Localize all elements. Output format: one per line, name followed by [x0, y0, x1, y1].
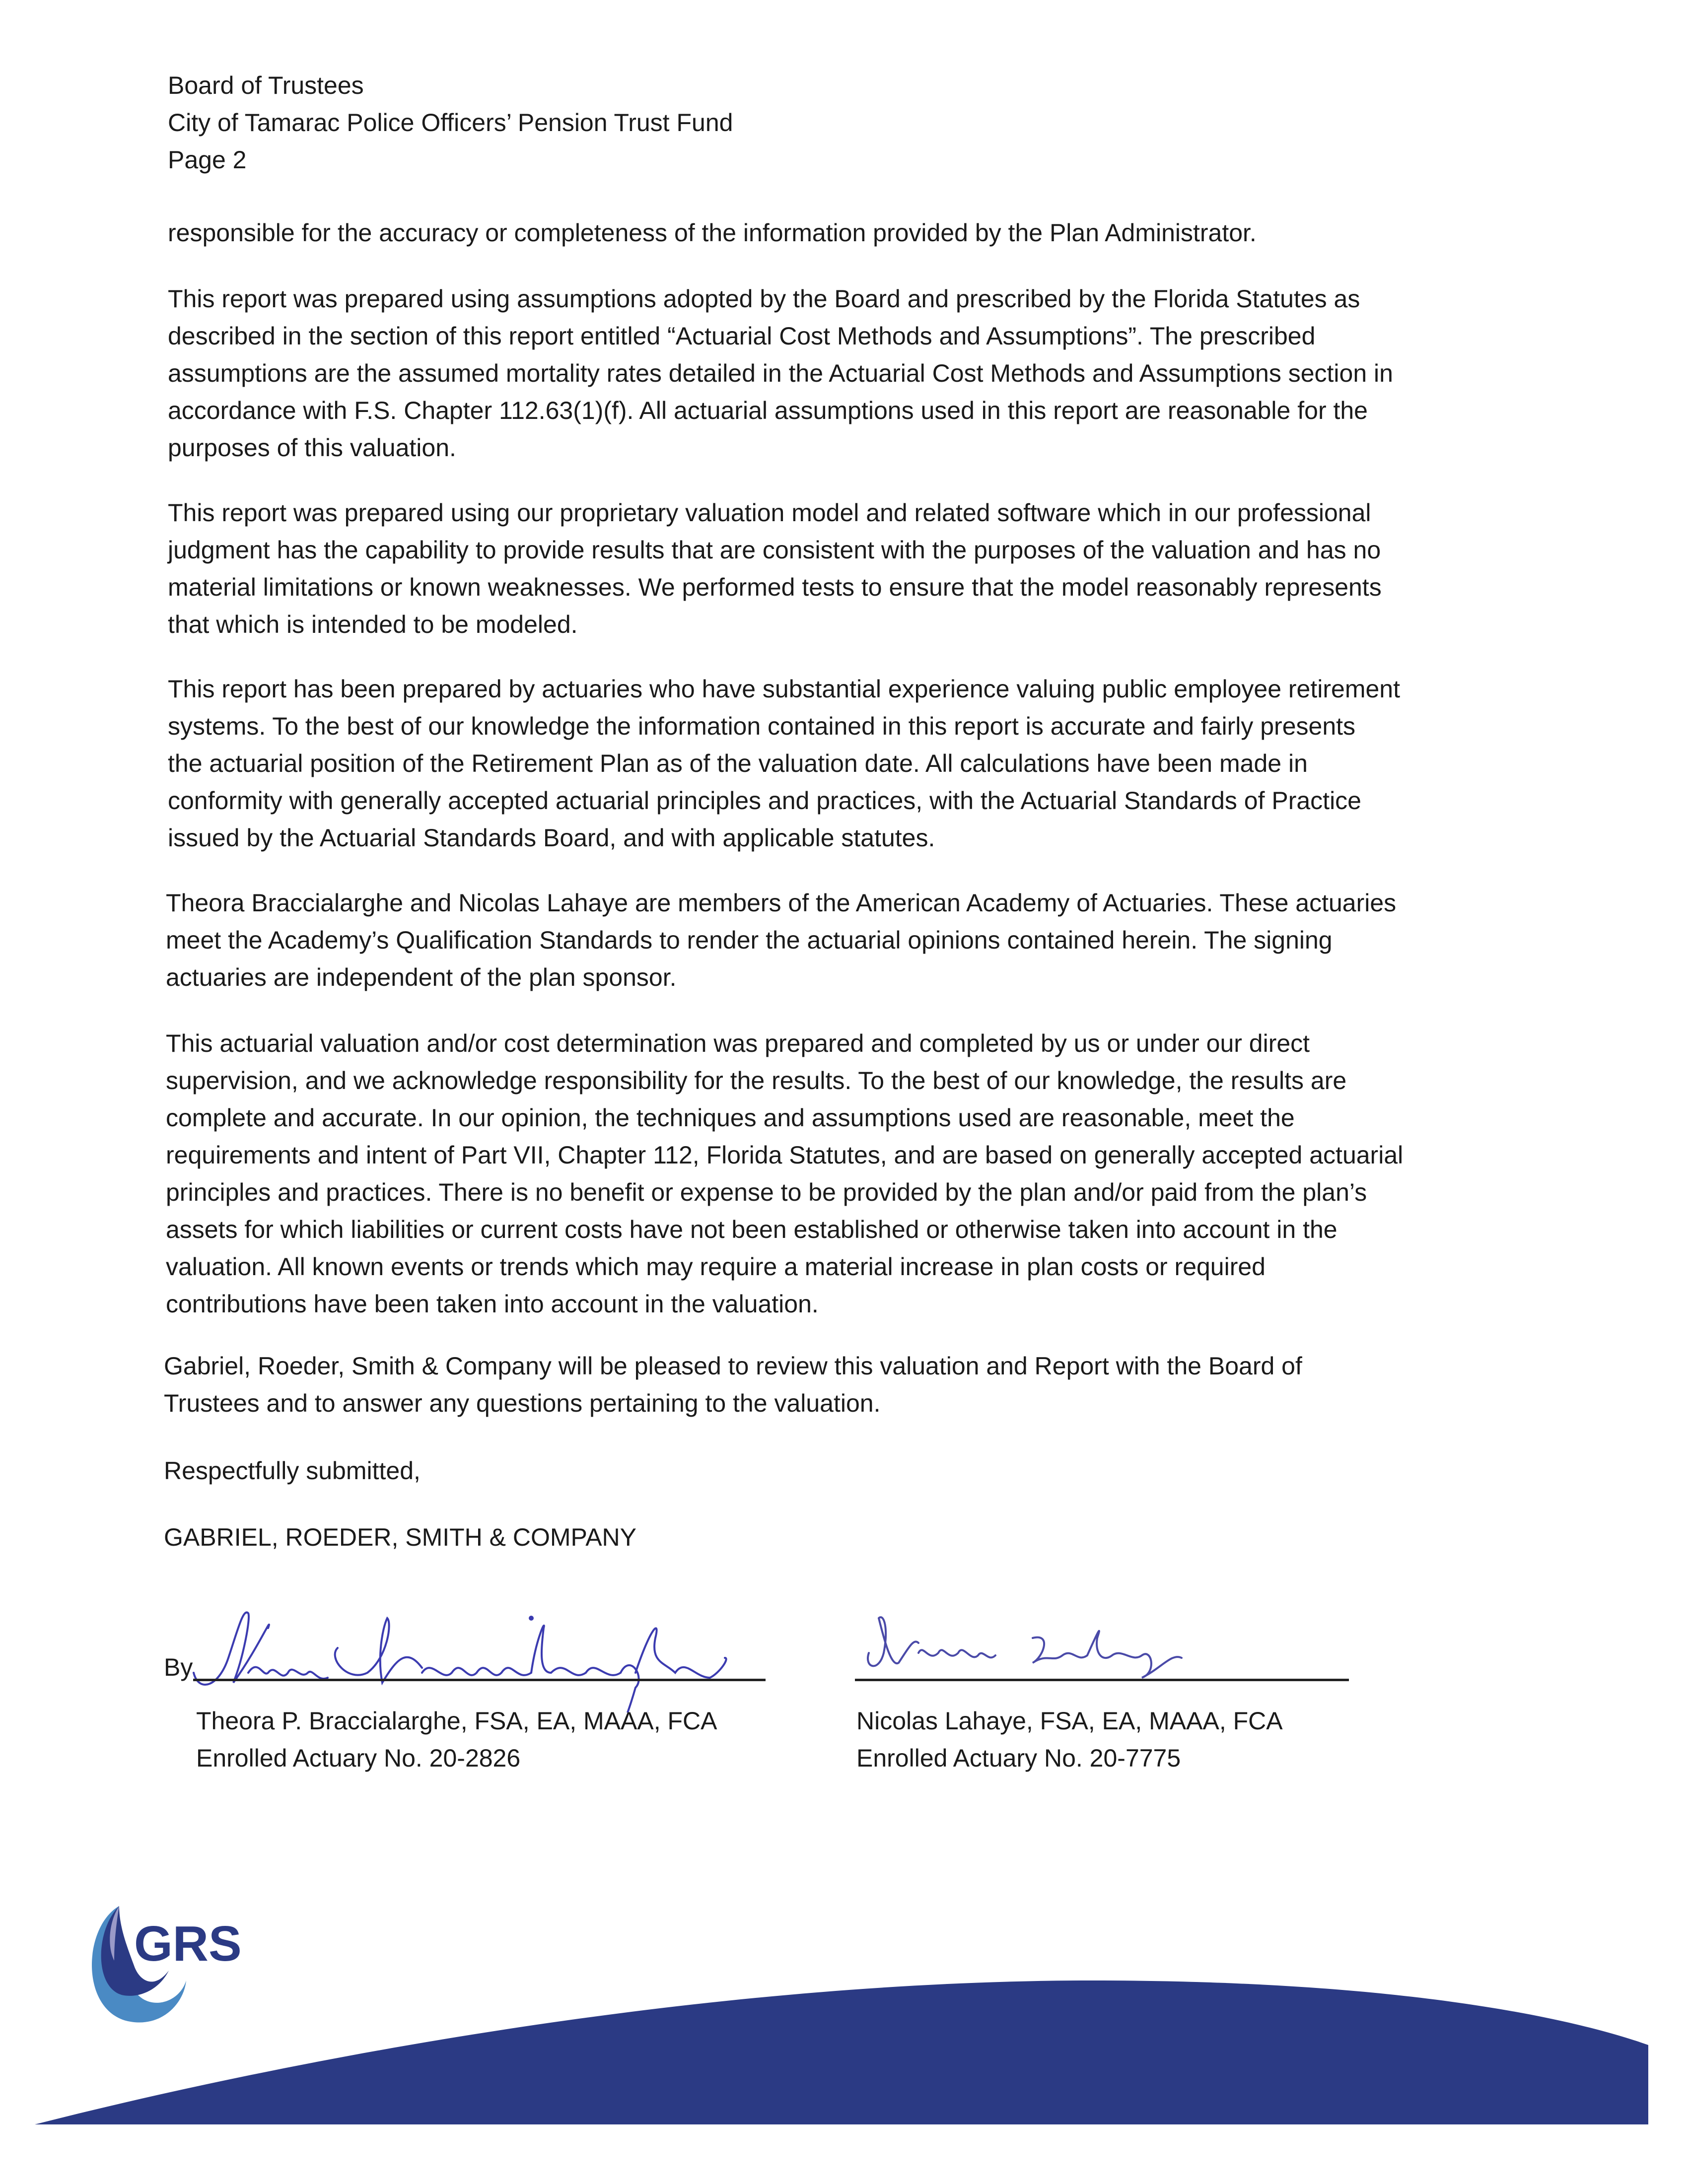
paragraph-assumptions	[168, 280, 1393, 467]
recipient-organization: City of Tamarac Police Officers’ Pension Trust Fund	[168, 109, 733, 136]
signature-nicolas-lahaye	[864, 1608, 1261, 1683]
paragraph-line: conformity with generally accepted actuarial principles and practices, with the Actuarial Standards of Practice	[168, 787, 1361, 815]
paragraph-certification	[166, 1025, 1403, 1323]
paragraph-line: material limitations or known weaknesses. We performed tests to ensure that the model reasonably represents	[168, 573, 1382, 601]
paragraph-line: This report was prepared using assumptions adopted by the Board and prescribed by the Florida Statutes as	[168, 285, 1360, 313]
signer-enrollment-number: Enrolled Actuary No. 20-7775	[856, 1744, 1181, 1772]
paragraph-valuation-model	[168, 494, 1382, 643]
recipient-line: Board of Trustees	[168, 71, 364, 99]
paragraph-line: principles and practices. There is no benefit or expense to be provided by the plan and/or paid from the plan’s	[166, 1178, 1367, 1206]
paragraph-line: supervision, and we acknowledge responsibility for the results. To the best of our knowledge, the results are	[166, 1067, 1347, 1094]
paragraph-actuary-experience	[168, 671, 1400, 857]
closing-salutation: Respectfully submitted,	[164, 1457, 421, 1485]
paragraph-review-offer	[164, 1348, 1302, 1422]
paragraph-line: valuation. All known events or trends which may require a material increase in plan costs or required	[166, 1253, 1266, 1281]
paragraph-line: Trustees and to answer any questions pertaining to the valuation.	[164, 1389, 881, 1417]
signer-enrollment-number: Enrolled Actuary No. 20-2826	[196, 1744, 521, 1772]
footer-wave	[0, 1961, 1688, 2129]
paragraph-line: This report was prepared using our proprietary valuation model and related software which in our professional	[168, 499, 1371, 527]
svg-text:GRS: GRS	[134, 1916, 242, 1972]
paragraph-line: assets for which liabilities or current costs have not been established or otherwise taken into account in the	[166, 1216, 1337, 1243]
paragraph-line: described in the section of this report entitled “Actuarial Cost Methods and Assumptions”. The prescribed	[168, 322, 1316, 350]
paragraph-line: assumptions are the assumed mortality rates detailed in the Actuarial Cost Methods and Assumptions section in	[168, 359, 1393, 387]
paragraph-line: responsible for the accuracy or completeness of the information provided by the Plan Administrator.	[168, 219, 1257, 247]
signature-line	[855, 1679, 1349, 1681]
paragraph-line: issued by the Actuarial Standards Board, and with applicable statutes.	[168, 824, 935, 852]
signer-name: Nicolas Lahaye, FSA, EA, MAAA, FCA	[856, 1707, 1283, 1735]
paragraph-line: that which is intended to be modeled.	[168, 611, 578, 638]
paragraph-line: This report has been prepared by actuaries who have substantial experience valuing public employee retirement	[168, 675, 1400, 703]
paragraph-line: contributions have been taken into account in the valuation.	[166, 1290, 819, 1318]
paragraph-line: meet the Academy’s Qualification Standards to render the actuarial opinions contained herein. The signing	[166, 926, 1333, 954]
paragraph-line: Gabriel, Roeder, Smith & Company will be pleased to review this valuation and Report with the Board of	[164, 1352, 1302, 1380]
signature-theora-braccialarghe	[189, 1598, 774, 1712]
firm-name: GABRIEL, ROEDER, SMITH & COMPANY	[164, 1523, 637, 1551]
paragraph-line: actuaries are independent of the plan sponsor.	[166, 963, 677, 991]
letter-header	[168, 67, 733, 179]
by-label: By	[164, 1653, 193, 1681]
paragraph-line: requirements and intent of Part VII, Chapter 112, Florida Statutes, and are based on generally accepted actuarial	[166, 1141, 1404, 1169]
paragraph-line: This actuarial valuation and/or cost determination was prepared and completed by us or under our direct	[166, 1029, 1310, 1057]
paragraph-continuation	[168, 214, 1257, 252]
paragraph-line: the actuarial position of the Retirement Plan as of the valuation date. All calculations have been made in	[168, 750, 1308, 777]
paragraph-line: Theora Braccialarghe and Nicolas Lahaye are members of the American Academy of Actuaries. These actuaries	[166, 889, 1397, 917]
paragraph-line: purposes of this valuation.	[168, 434, 456, 462]
paragraph-line: accordance with F.S. Chapter 112.63(1)(f). All actuarial assumptions used in this report are reasonable for the	[168, 397, 1368, 424]
paragraph-line: complete and accurate. In our opinion, the techniques and assumptions used are reasonable, meet the	[166, 1104, 1295, 1132]
page-number: Page 2	[168, 146, 247, 174]
paragraph-line: judgment has the capability to provide results that are consistent with the purposes of the valuation and has no	[168, 536, 1381, 564]
signature-line	[193, 1679, 766, 1681]
paragraph-line: systems. To the best of our knowledge the information contained in this report is accurate and fairly presents	[168, 712, 1356, 740]
paragraph-academy-members	[166, 885, 1396, 996]
signer-name: Theora P. Braccialarghe, FSA, EA, MAAA, FCA	[196, 1707, 717, 1735]
